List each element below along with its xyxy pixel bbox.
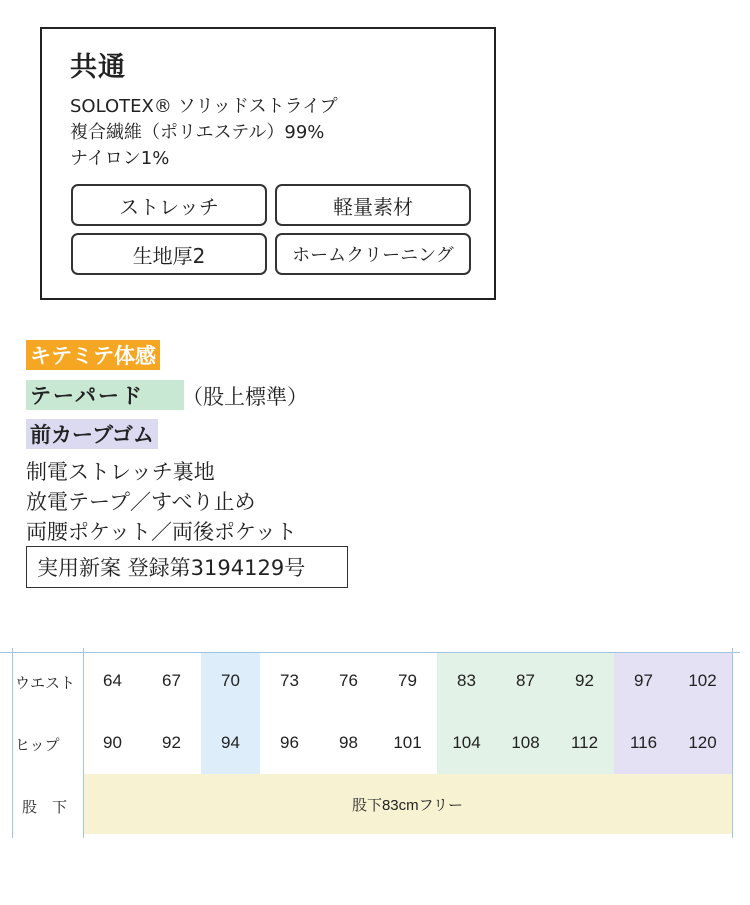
waist-cell: 76 [339, 671, 358, 690]
hip-cell: 92 [162, 733, 181, 752]
grid-line [12, 648, 13, 838]
tag-stretch: ストレッチ [71, 184, 267, 226]
badge-kitemite: キテミテ体感 [26, 340, 160, 370]
waist-cell: 73 [280, 671, 299, 690]
waist-cell: 102 [688, 671, 717, 690]
badge-front-curve-gum: 前カーブゴム [26, 419, 158, 449]
hip-cell: 108 [511, 733, 540, 752]
grid-line [732, 648, 733, 838]
registration-text: 実用新案 登録第3194129号 [37, 556, 306, 580]
waist-cell: 70 [221, 671, 240, 690]
fabric-composition: 複合繊維（ポリエステル）99% [70, 122, 325, 143]
hip-cell: 120 [688, 733, 717, 752]
note-tape: 放電テープ／すべり止め [26, 490, 256, 514]
hip-cell: 96 [280, 733, 299, 752]
waist-cell: 97 [634, 671, 653, 690]
row-label-waist: ウエスト [15, 674, 76, 692]
badge-tapered: テーパード [26, 380, 184, 410]
note-pockets: 両腰ポケット／両後ポケット [26, 520, 297, 544]
waist-cell: 67 [162, 671, 181, 690]
hip-cell: 101 [393, 733, 422, 752]
grid-line [0, 652, 740, 653]
note-lining: 制電ストレッチ裏地 [26, 460, 215, 484]
fabric-nylon: ナイロン1% [70, 148, 170, 169]
row-label-hip: ヒップ [15, 736, 60, 754]
size-table [0, 648, 750, 838]
tag-thickness: 生地厚2 [71, 233, 267, 275]
hip-cell: 90 [103, 733, 122, 752]
hip-cell: 116 [629, 733, 658, 752]
common-title: 共通 [70, 52, 126, 83]
hip-cell: 98 [339, 733, 358, 752]
hip-cell: 104 [452, 733, 481, 752]
common-spec-box [40, 27, 496, 300]
row-label-inseam: 股 下 [22, 798, 68, 816]
tapered-note: （股上標準） [182, 385, 308, 409]
waist-cell: 64 [103, 671, 122, 690]
inseam-value: 股下83cmフリー [351, 796, 464, 814]
waist-cell: 87 [516, 671, 535, 690]
tag-lightweight: 軽量素材 [275, 184, 471, 226]
registration-box [26, 546, 348, 588]
fabric-name: SOLOTEX® ソリッドストライプ [70, 96, 338, 117]
waist-cell: 79 [398, 671, 417, 690]
tag-home-cleaning: ホームクリーニング [275, 233, 471, 275]
hip-cell: 112 [570, 733, 599, 752]
waist-cell: 83 [457, 671, 476, 690]
hip-cell: 94 [221, 733, 240, 752]
waist-cell: 92 [575, 671, 594, 690]
